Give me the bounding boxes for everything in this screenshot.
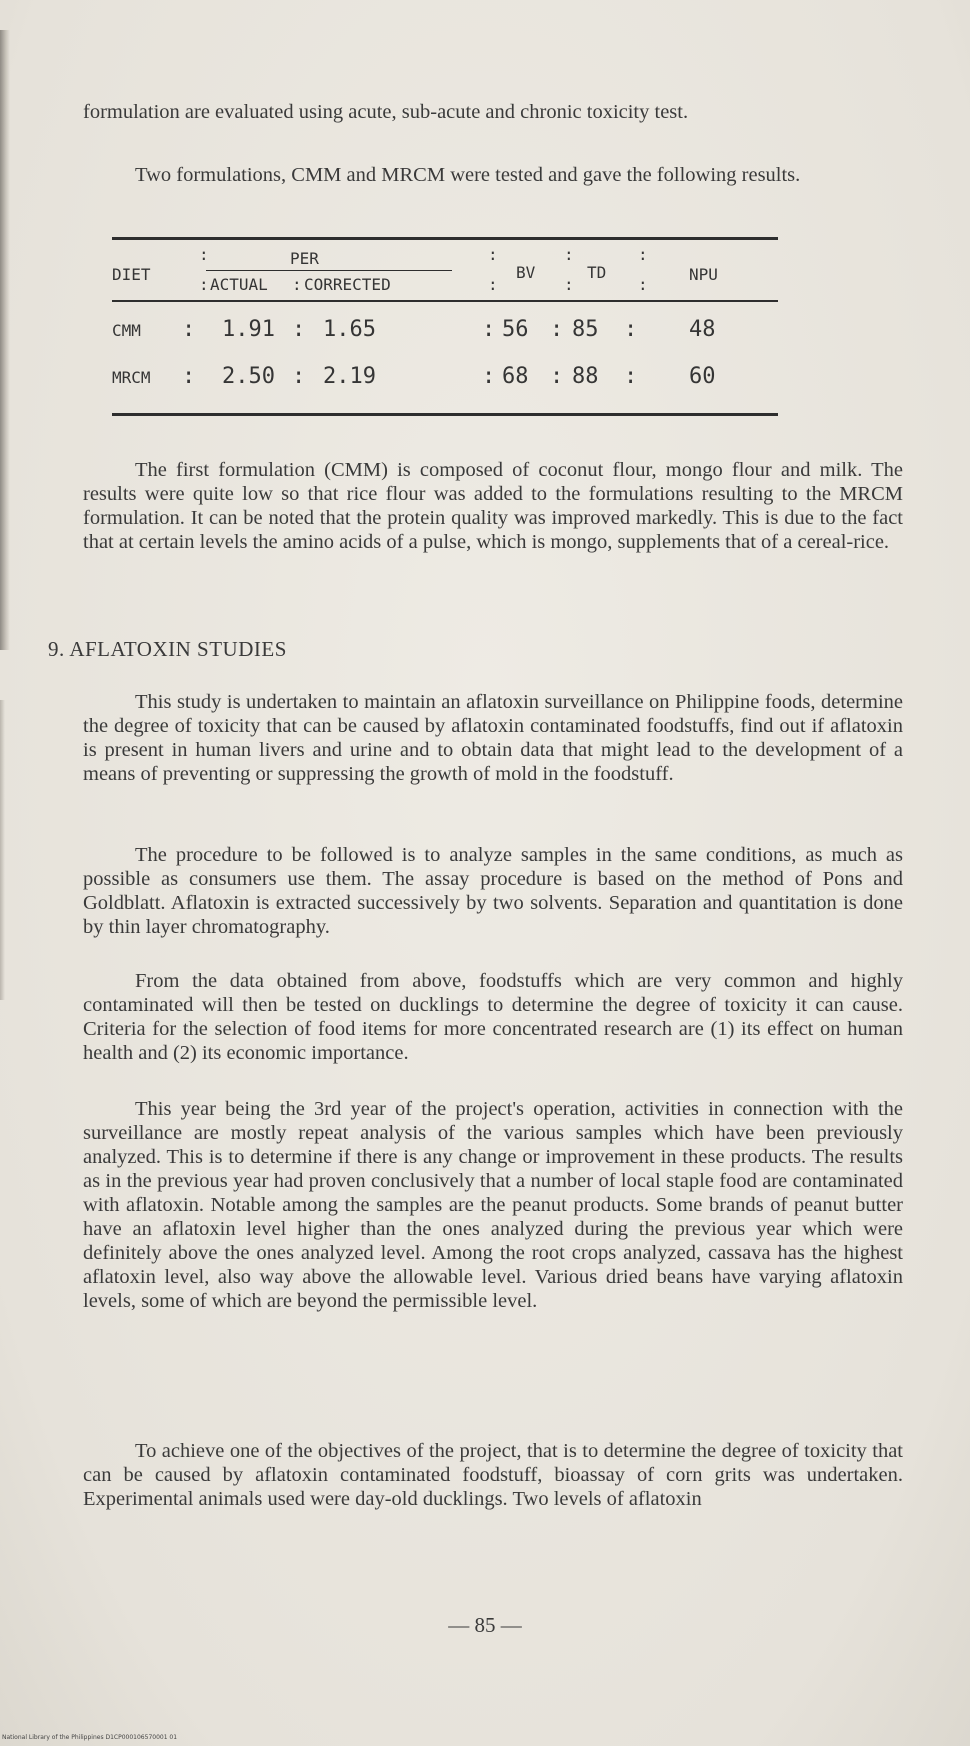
separator: : <box>482 317 496 342</box>
row-cmm-bv: 56 <box>502 317 529 342</box>
binding-shadow <box>0 30 10 650</box>
separator: : <box>482 364 496 389</box>
table-bottom-rule <box>112 413 778 416</box>
table-top-rule <box>112 237 778 240</box>
row-mrcm-corrected: 2.19 <box>323 364 376 389</box>
row-mrcm-bv: 68 <box>502 364 529 389</box>
separator: : <box>182 364 196 389</box>
section-heading: 9. AFLATOXIN STUDIES <box>48 637 287 661</box>
row-cmm-td: 85 <box>572 317 599 342</box>
row-cmm-diet: CMM <box>112 321 141 340</box>
results-table <box>112 237 778 422</box>
row-cmm-npu: 48 <box>689 317 716 342</box>
row-mrcm-npu: 60 <box>689 364 716 389</box>
archive-footer: National Library of the Philippines D1CP000106570001 01 <box>2 1734 178 1741</box>
separator: : <box>550 317 564 342</box>
separator: : <box>292 364 306 389</box>
header-actual: ACTUAL <box>210 275 268 294</box>
separator: : <box>488 245 498 264</box>
separator: : <box>624 364 638 389</box>
page-number: — 85 — <box>448 1613 522 1637</box>
separator: : <box>488 275 498 294</box>
row-cmm-corrected: 1.65 <box>323 317 376 342</box>
header-td: TD <box>587 263 607 282</box>
separator: : <box>638 245 648 264</box>
separator: : <box>182 317 196 342</box>
row-mrcm-diet: MRCM <box>112 368 151 387</box>
header-npu: NPU <box>689 265 718 284</box>
paragraph-8: To achieve one of the objectives of the project, that is to determine the degree of toxicity that can be caused by aflatoxin contaminated foodstuff, bioassay of corn grits was undertaken. Experimental animals used were day-old ducklings. Two levels of aflatoxin <box>83 1440 903 1510</box>
binding-shadow-lower <box>0 700 5 1000</box>
separator: : <box>550 364 564 389</box>
row-mrcm-actual: 2.50 <box>222 364 275 389</box>
separator: : <box>624 317 638 342</box>
separator: : <box>199 275 209 294</box>
paragraph-3: The first formulation (CMM) is composed of coconut flour, mongo flour and milk. The results were quite low so that rice flour was added to the formulations resulting to the MRCM formulation. It can be noted that the protein quality was improved markedly. This is due to the fact that at certain levels the amino acids of a pulse, which is mongo, supplements that of a cereal-rice. <box>83 459 903 553</box>
paragraph-4: This study is undertaken to maintain an aflatoxin surveillance on Philippine foods, determine the degree of toxicity that can be caused by aflatoxin contaminated foodstuffs, find out if aflatoxin is present in human livers and urine and to obtain data that might lead to the development of a means of preventing or suppressing the growth of mold in the foodstuff. <box>83 691 903 785</box>
paragraph-5: The procedure to be followed is to analyze samples in the same conditions, as much as possible as consumers use them. The assay procedure is based on the method of Pons and Goldblatt. Aflatoxin is extracted successively by two solvents. Separation and quantitation is done by thin layer chromatography. <box>83 844 903 938</box>
separator: : <box>292 317 306 342</box>
paragraph-7: This year being the 3rd year of the project's operation, activities in connection with the surveillance are mostly repeat analysis of the various samples which have been previously analyzed. This is to determine if there is any change or improvement in these products. The results as in the previous year had proven conclusively that a number of local staple food are contaminated with aflatoxin. Notable among the samples are the peanut products. Some brands of peanut butter have an aflatoxin level higher than the ones analyzed during the previous year which were definitely above the ones analyzed level. Among the root crops analyzed, cassava has the highest aflatoxin level, also way above the allowable level. Various dried beans have varying aflatoxin levels, some of which are beyond the permissible level. <box>83 1098 903 1312</box>
header-bv: BV <box>516 263 536 282</box>
header-corrected: CORRECTED <box>304 275 391 294</box>
separator: : <box>199 245 209 264</box>
paragraph-6: From the data obtained from above, foodstuffs which are very common and highly contaminated will then be tested on ducklings to determine the degree of toxicity it can cause. Criteria for the selection of food items for more concentrated research are (1) its effect on human health and (2) its economic importance. <box>83 970 903 1064</box>
paragraph-2: Two formulations, CMM and MRCM were tested and gave the following results. <box>135 164 801 186</box>
separator: : <box>564 245 574 264</box>
row-mrcm-td: 88 <box>572 364 599 389</box>
table-header-rule <box>112 300 778 302</box>
separator: : <box>292 275 302 294</box>
paragraph-1: formulation are evaluated using acute, sub-acute and chronic toxicity test. <box>83 101 689 123</box>
header-diet: DIET <box>112 265 151 284</box>
per-underline <box>206 270 452 271</box>
separator: : <box>564 275 574 294</box>
row-cmm-actual: 1.91 <box>222 317 275 342</box>
separator: : <box>638 275 648 294</box>
header-per: PER <box>290 249 319 268</box>
